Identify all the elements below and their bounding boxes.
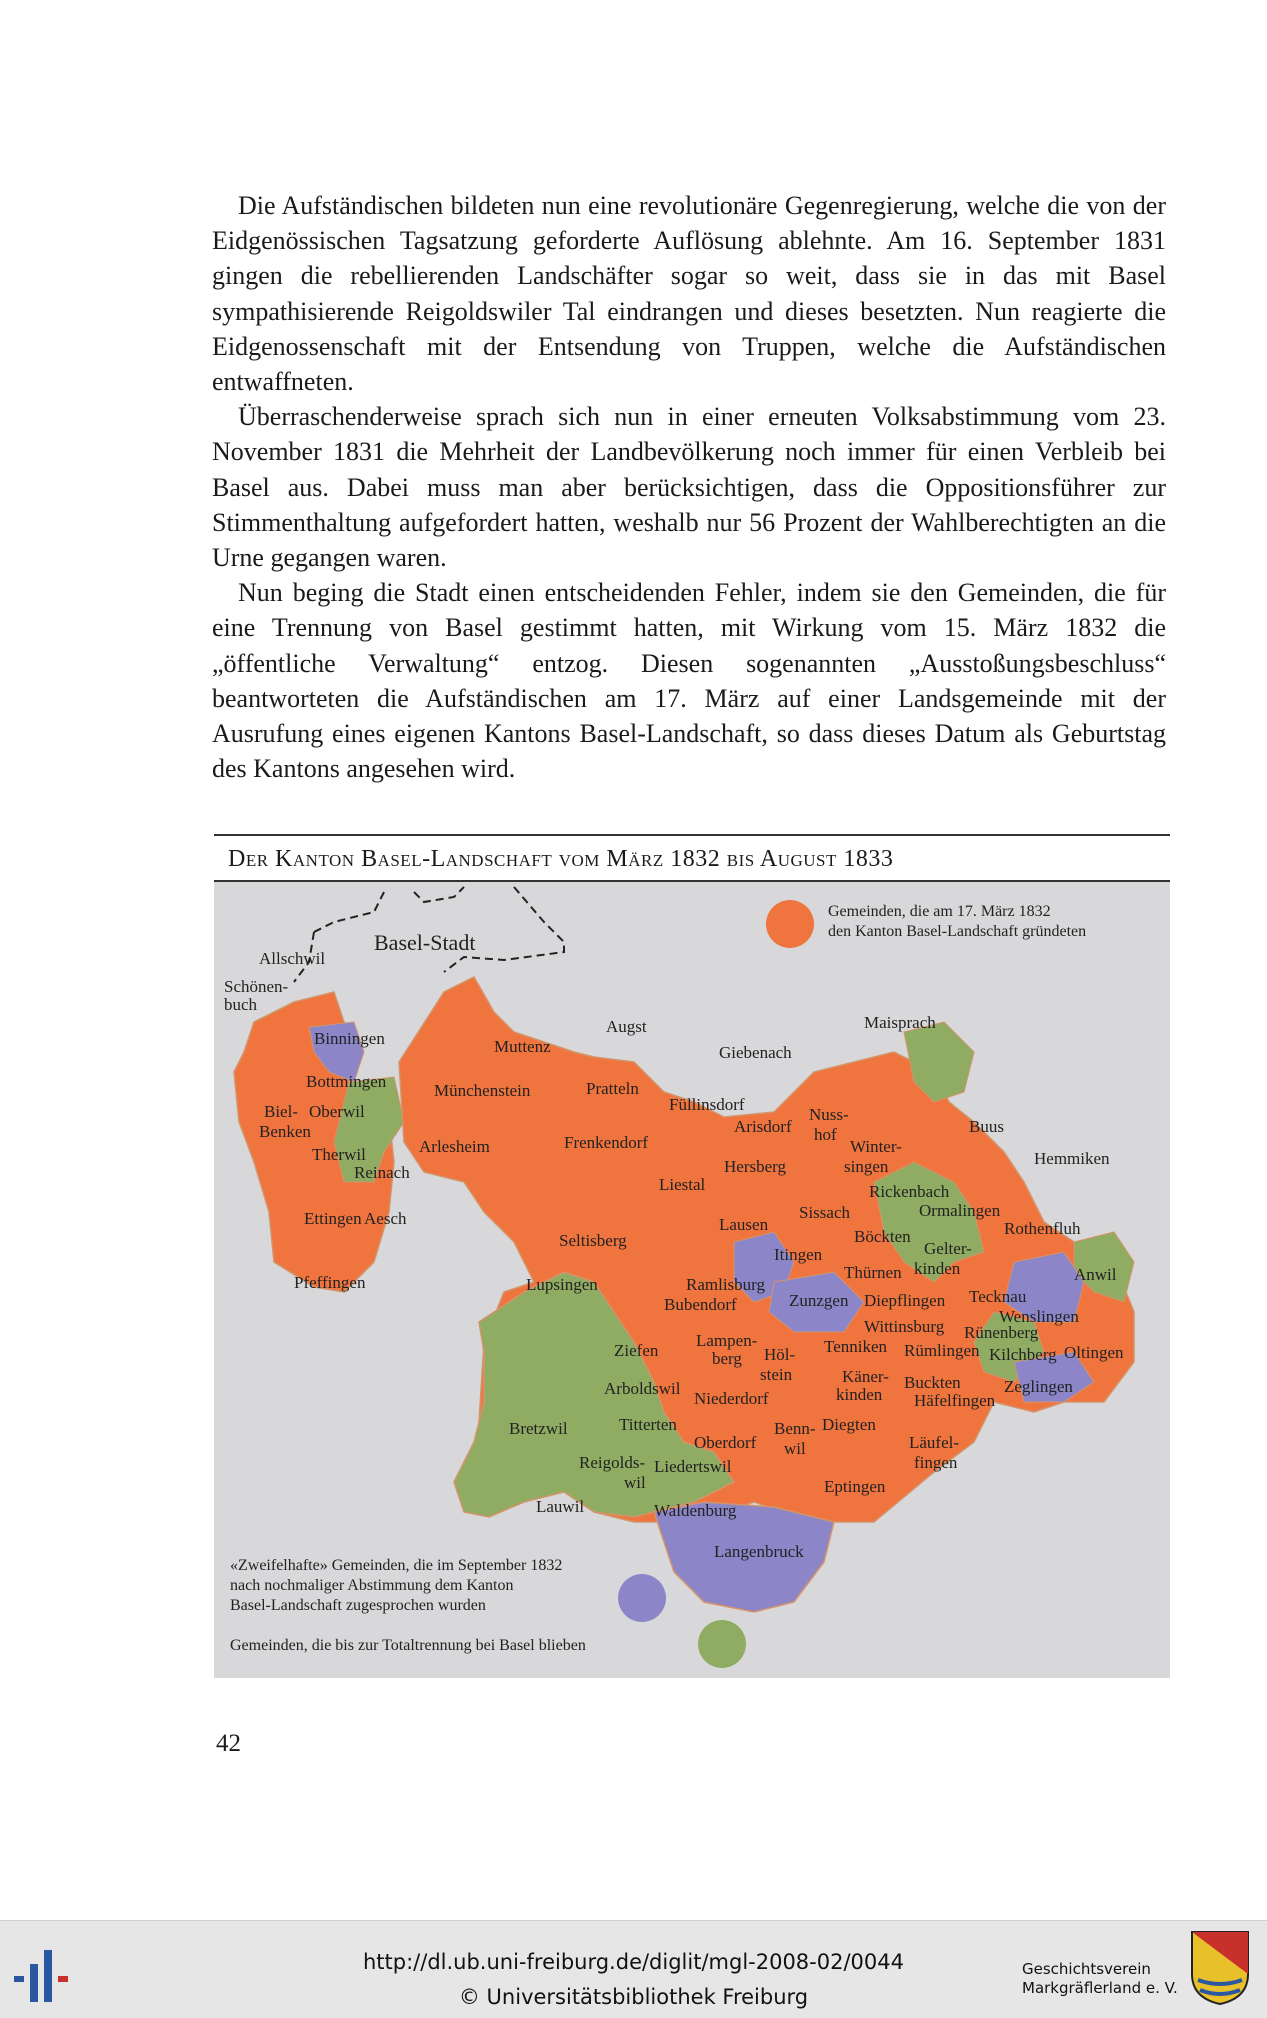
label-bennwil: Benn-	[774, 1419, 816, 1438]
label-thuernen: Thürnen	[844, 1263, 902, 1282]
legend-blue-swatch	[618, 1574, 666, 1622]
label-lampenberg: berg	[712, 1349, 742, 1368]
label-maisprach: Maisprach	[864, 1013, 936, 1032]
label-laeufelfingen: Läufel-	[909, 1433, 960, 1452]
label-haefelfingen: Häfelfingen	[914, 1391, 996, 1410]
label-zeglingen: Zeglingen	[1004, 1377, 1073, 1396]
label-kaenerkinden: kinden	[836, 1385, 883, 1404]
label-allschwil: Allschwil	[259, 949, 326, 968]
label-ruenenberg: Rünenberg	[964, 1323, 1039, 1342]
label-boeckten: Böckten	[854, 1227, 911, 1246]
label-reinach: Reinach	[354, 1163, 410, 1182]
label-sissach: Sissach	[799, 1203, 850, 1222]
paragraph: Nun beging die Stadt einen entscheidenden Fehler, indem sie den Gemeinden, die für eine Trennung von Basel gestimmt hatten, mit Wirkung vom 15. März 1832 die „öffentliche Verwaltung“ entzog. Diesen sogenannten „Ausstoßungsbeschluss“ beantworteten die Aufständischen am 17. März auf einer Landsgemeinde mit der Ausrufung eines eigenen Kantons Basel-Landschaft, so dass dieses Datum als Geburtstag des Kantons angesehen wird.	[212, 578, 1166, 784]
coat-of-arms-icon	[1190, 1930, 1250, 2006]
label-bubendorf: Bubendorf	[664, 1295, 737, 1314]
label-buckten: Buckten	[904, 1373, 961, 1392]
label-titterten: Titterten	[619, 1415, 677, 1434]
label-anwil: Anwil	[1074, 1265, 1117, 1284]
paragraph: Die Aufständischen bildeten nun eine revolutionäre Gegenregierung, welche die von der Eidgenössischen Tagsatzung geforderte Auflösung ablehnte. Am 16. September 1831 gingen die rebellierenden Landschäfter sogar so weit, dass sie in das mit Basel sympathisierende Reigoldswiler Tal eindrangen und dieses besetzten. Nun reagierte die Eidgenossenschaft mit der Entsendung von Truppen, welche die Aufständischen entwaffneten.	[212, 191, 1166, 397]
label-hersberg: Hersberg	[724, 1157, 786, 1176]
label-nusshof: Nuss-	[809, 1105, 849, 1124]
label-lauwil: Lauwil	[536, 1497, 585, 1516]
legend-blue-text: «Zweifelhafte» Gemeinden, die im September 1832	[230, 1557, 563, 1574]
label-binningen: Binningen	[314, 1029, 385, 1048]
label-rickenbach: Rickenbach	[869, 1182, 950, 1201]
label-bennwil: wil	[784, 1439, 806, 1458]
label-waldenburg: Waldenburg	[654, 1501, 737, 1520]
label-niederdorf: Niederdorf	[694, 1389, 769, 1408]
label-lausen: Lausen	[719, 1215, 769, 1234]
basel-landschaft-map	[214, 882, 1170, 1676]
label-giebenach: Giebenach	[719, 1043, 792, 1062]
label-diegten: Diegten	[822, 1415, 876, 1434]
label-pfeffingen: Pfeffingen	[294, 1273, 366, 1292]
label-seltisberg: Seltisberg	[559, 1231, 627, 1250]
label-buus: Buus	[969, 1117, 1004, 1136]
label-ramlisburg: Ramlisburg	[686, 1275, 766, 1294]
label-basel-stadt: Basel-Stadt	[374, 930, 476, 955]
label-therwil: Therwil	[312, 1145, 366, 1164]
label-bretzwil: Bretzwil	[509, 1419, 568, 1438]
footer-url[interactable]: http://dl.ub.uni-freiburg.de/diglit/mgl-2008-02/0044	[362, 1950, 904, 1974]
label-oberwil: Oberwil	[309, 1102, 365, 1121]
label-ziefen: Ziefen	[614, 1341, 659, 1360]
legend-blue-text: Basel-Landschaft zugesprochen wurden	[230, 1597, 486, 1614]
label-augst: Augst	[606, 1017, 647, 1036]
footer-org-line: Geschichtsverein	[1022, 1960, 1151, 1978]
label-aesch: Aesch	[364, 1209, 407, 1228]
label-arlesheim: Arlesheim	[419, 1137, 490, 1156]
label-reigoldswil: wil	[624, 1473, 646, 1492]
legend-orange-swatch	[766, 900, 814, 948]
label-muttenz: Muttenz	[494, 1037, 551, 1056]
label-ruemlingen: Rümlingen	[904, 1341, 980, 1360]
label-lampenberg: Lampen-	[696, 1331, 758, 1350]
label-fuellinsdorf: Füllinsdorf	[669, 1095, 745, 1114]
label-wittinsburg: Wittinsburg	[864, 1317, 945, 1336]
label-schoenenbuch: Schönen-	[224, 977, 289, 996]
label-lupsingen: Lupsingen	[526, 1275, 598, 1294]
label-biel: Benken	[259, 1122, 311, 1141]
label-wenslingen: Wenslingen	[999, 1307, 1079, 1326]
label-liestal: Liestal	[659, 1175, 706, 1194]
legend-green-swatch	[698, 1620, 746, 1668]
page-number: 42	[216, 1730, 241, 1757]
label-frenkendorf: Frenkendorf	[564, 1133, 649, 1152]
label-tecknau: Tecknau	[969, 1287, 1027, 1306]
label-ettingen: Ettingen	[304, 1209, 362, 1228]
label-wintersingen: Winter-	[850, 1137, 902, 1156]
label-hoelstein: Höl-	[764, 1345, 796, 1364]
label-gelterkinden: kinden	[914, 1259, 961, 1278]
label-arboldswil: Arboldswil	[604, 1379, 681, 1398]
label-eptingen: Eptingen	[824, 1477, 886, 1496]
footer-copyright: © Universitätsbibliothek Freiburg	[458, 1985, 809, 2009]
legend-green-text: Gemeinden, die bis zur Totaltrennung bei Basel blieben	[230, 1637, 586, 1654]
label-itingen: Itingen	[774, 1245, 823, 1264]
label-diepflingen: Diepflingen	[864, 1291, 946, 1310]
footer-organization	[1022, 1960, 1178, 1998]
label-nusshof: hof	[814, 1125, 837, 1144]
label-reigoldswil: Reigolds-	[579, 1453, 646, 1472]
label-hemmiken: Hemmiken	[1034, 1149, 1110, 1168]
label-oltingen: Oltingen	[1064, 1343, 1124, 1362]
label-kilchberg: Kilchberg	[989, 1345, 1057, 1364]
legend-orange-text: Gemeinden, die am 17. März 1832	[828, 903, 1051, 920]
label-biel: Biel-	[264, 1102, 298, 1121]
label-gelterkinden: Gelter-	[924, 1239, 972, 1258]
label-langenbruck: Langenbruck	[714, 1542, 804, 1561]
label-pratteln: Pratteln	[586, 1079, 639, 1098]
label-tenniken: Tenniken	[824, 1337, 888, 1356]
label-zunzgen: Zunzgen	[789, 1291, 849, 1310]
label-muenchenstein: Münchenstein	[434, 1081, 531, 1100]
label-laeufelfingen: fingen	[914, 1453, 958, 1472]
label-liedertswil: Liedertswil	[654, 1457, 732, 1476]
label-rothenfluh: Rothenfluh	[1004, 1219, 1081, 1238]
legend-orange-text: den Kanton Basel-Landschaft gründeten	[828, 923, 1087, 940]
label-wintersingen: singen	[844, 1157, 889, 1176]
label-kaenerkinden: Käner-	[842, 1367, 889, 1386]
legend-blue-text: nach nochmaliger Abstimmung dem Kanton	[230, 1577, 514, 1594]
body-text	[212, 188, 1166, 786]
paragraph: Überraschenderweise sprach sich nun in einer erneuten Volksabstimmung vom 23. November 1831 die Mehrheit der Landbevölkerung noch immer für einen Verbleib bei Basel aus. Dabei muss man aber berücksichtigen, dass die Oppositionsführer zur Stimmenthaltung aufgefordert hatten, weshalb nur 56 Prozent der Wahlberechtigten an die Urne gegangen waren.	[212, 402, 1166, 573]
label-oberdorf: Oberdorf	[694, 1433, 757, 1452]
label-ormalingen: Ormalingen	[919, 1201, 1001, 1220]
map-title: Der Kanton Basel-Landschaft vom März 1832 bis August 1833	[214, 836, 1170, 882]
label-bottmingen: Bottmingen	[306, 1072, 387, 1091]
footer-org-line: Markgräflerland e. V.	[1022, 1979, 1178, 1997]
label-schoenenbuch: buch	[224, 995, 258, 1014]
label-arisdorf: Arisdorf	[734, 1117, 792, 1136]
label-hoelstein: stein	[760, 1365, 793, 1384]
